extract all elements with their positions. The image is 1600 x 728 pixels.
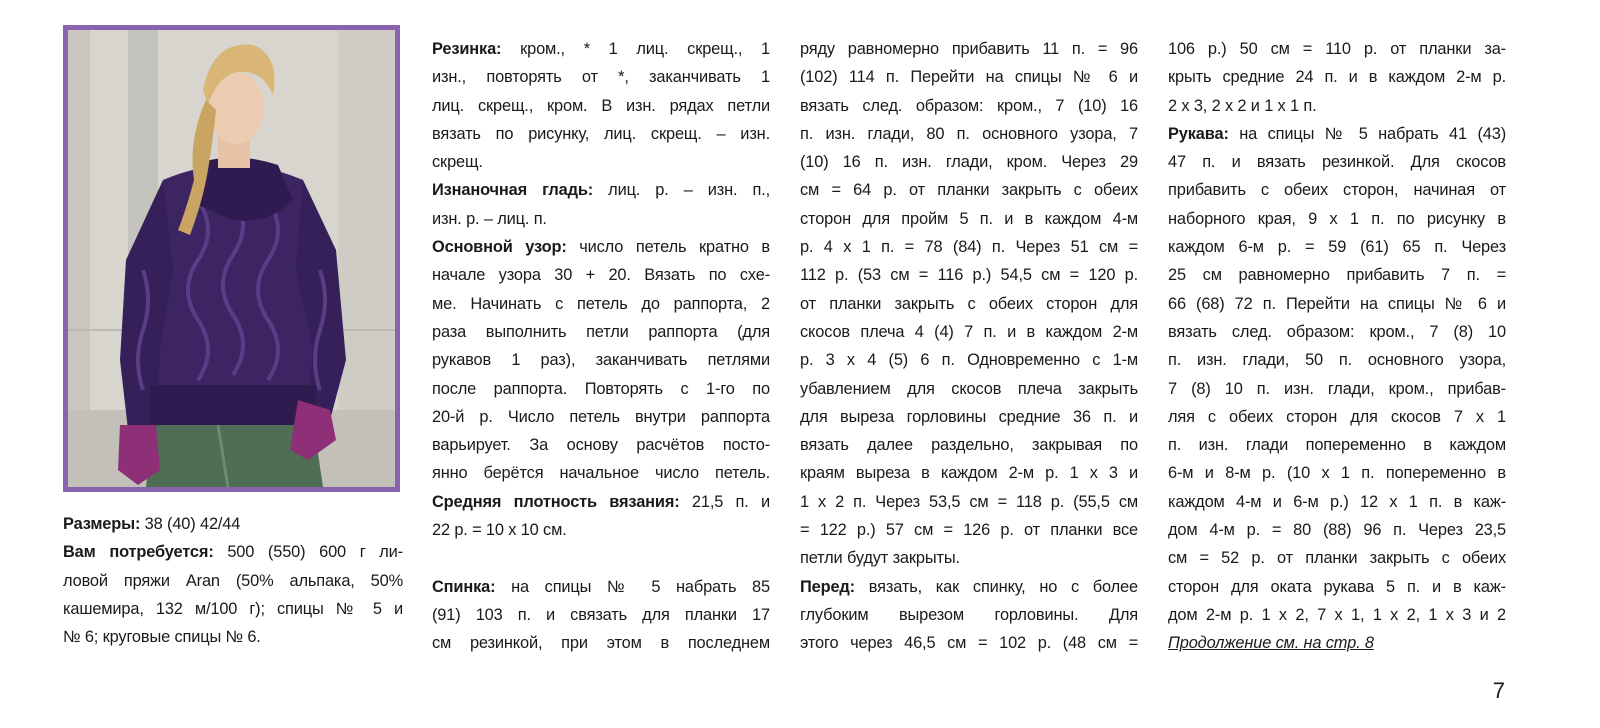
line-text: п. изн. глади, 50 п. основного узора, <box>1168 351 1506 370</box>
text-line <box>800 261 1138 289</box>
text-line <box>432 375 770 403</box>
paragraph-gap <box>432 544 770 572</box>
line-text: каждом 4-м и 6-м р.) 12 х 1 п. в каж- <box>1168 492 1506 511</box>
line-text: дом 2-м р. 1 х 2, 7 х 1, 1 х 2, 1 х 3 и 2 <box>1168 605 1506 624</box>
line-text: на спицы № 5 набрать 85 <box>495 577 770 596</box>
text-line <box>800 120 1138 148</box>
line-text: начале узора 30 + 20. Вязать по схе- <box>432 266 770 285</box>
text-line <box>800 290 1138 318</box>
text-line <box>800 544 1138 572</box>
line-text: число петель кратно в <box>566 238 770 257</box>
model-photo <box>63 25 400 492</box>
line-text: скосов плеча 4 (4) 7 п. и в каждом 2-м <box>800 322 1138 341</box>
text-line <box>800 573 1138 601</box>
text-line <box>432 403 770 431</box>
column-3 <box>800 35 1138 658</box>
line-text: 1 х 2 п. Через 53,5 см = 118 р. (55,5 см <box>800 492 1138 511</box>
line-text: петли будут закрыты. <box>800 549 960 568</box>
text-line <box>800 205 1138 233</box>
continue-line <box>1168 629 1506 657</box>
line-text: варьирует. За основу расчётов посто- <box>432 436 770 455</box>
line-text: этого через 46,5 см = 102 р. (48 см = <box>800 634 1138 653</box>
line-text: дом 4-м р. = 80 (88) 96 п. Через 23,5 <box>1168 521 1506 540</box>
text-line <box>432 63 770 91</box>
line-text: ряду равномерно прибавить 11 п. = 96 <box>800 40 1138 58</box>
section-label: Вам потребуется: <box>63 543 214 562</box>
text-line <box>432 431 770 459</box>
line-text: 6-м и 8-м р. (10 х 1 п. попеременно в <box>1168 464 1506 483</box>
text-line <box>800 233 1138 261</box>
line-text: изн. р. – лиц. п. <box>432 209 547 228</box>
section-label: Резинка: <box>432 40 502 58</box>
text-line <box>800 375 1138 403</box>
text-line <box>1168 573 1506 601</box>
line-text: п. изн. глади попеременно в каждом <box>1168 436 1506 455</box>
text-line <box>1168 148 1506 176</box>
column-1 <box>63 510 403 651</box>
line-text: 38 (40) 42/44 <box>140 515 241 533</box>
line-text: крыть средние 24 п. и в каждом 2-м р. <box>1168 68 1506 87</box>
line-text: ме. Начинать с петель до раппорта, 2 <box>432 294 770 313</box>
line-text: сторон для пройм 5 п. и в каждом 4-м <box>800 209 1138 228</box>
line-text: лиц. скрещ., кром. В изн. рядах петли <box>432 96 770 115</box>
text-line <box>1168 233 1506 261</box>
line-text: вязать далее раздельно, закрывая по <box>800 436 1138 455</box>
photo-illustration <box>68 30 395 487</box>
column-4 <box>1168 35 1506 658</box>
line-text: убавлением для скосов плеча закрыть <box>800 379 1138 398</box>
text-line <box>432 261 770 289</box>
line-text: на спицы № 5 набрать 41 (43) <box>1228 124 1506 143</box>
line-text: 2 х 3, 2 х 2 и 1 х 1 п. <box>1168 96 1317 115</box>
line-text: 66 (68) 72 п. Перейти на спицы № 6 и <box>1168 294 1506 313</box>
line-text: сторон для оката рукава 5 п. и в каж- <box>1168 577 1506 596</box>
column-2 <box>432 35 770 658</box>
text-line <box>800 318 1138 346</box>
text-line <box>800 459 1138 487</box>
line-text: ляя с обеих сторон для скосов 7 х 1 <box>1168 407 1506 426</box>
line-text: п. изн. глади, 80 п. основного узора, 7 <box>800 124 1138 143</box>
text-line <box>1168 544 1506 572</box>
text-line <box>800 148 1138 176</box>
text-line <box>63 538 403 566</box>
text-line <box>432 346 770 374</box>
text-line <box>432 148 770 176</box>
text-line <box>432 573 770 601</box>
text-line <box>800 488 1138 516</box>
line-text: (10) 16 п. изн. глади, кром. Через 29 <box>800 153 1138 172</box>
text-line <box>1168 205 1506 233</box>
text-line <box>800 63 1138 91</box>
line-text: 112 р. (53 см = 116 р.) 54,5 см = 120 р. <box>800 266 1138 285</box>
text-line <box>432 233 770 261</box>
line-text: (102) 114 п. Перейти на спицы № 6 и <box>800 68 1138 87</box>
text-line <box>432 120 770 148</box>
text-line <box>432 35 770 63</box>
line-text: р. 3 х 4 (5) 6 п. Одновременно с 1-м <box>800 351 1138 370</box>
text-line <box>1168 261 1506 289</box>
text-line <box>1168 601 1506 629</box>
line-text: скрещ. <box>432 153 483 172</box>
text-line <box>432 92 770 120</box>
line-text: кашемира, 132 м/100 г); спицы № 5 и <box>63 599 403 618</box>
text-line <box>800 346 1138 374</box>
line-text: 47 п. и вязать резинкой. Для скосов <box>1168 153 1506 172</box>
line-text: (91) 103 п. и связать для планки 17 <box>432 605 770 624</box>
line-text: = 122 р.) 57 см = 126 р. от планки все <box>800 521 1138 540</box>
line-text: см = 52 р. от планки закрыть с обеих <box>1168 549 1506 568</box>
line-text: янно берётся начальное число петель. <box>432 464 770 483</box>
text-line <box>1168 120 1506 148</box>
text-line <box>1168 459 1506 487</box>
line-text: наборного края, 9 х 1 п. по рисунку в <box>1168 209 1506 228</box>
section-label: Рукава: <box>1168 124 1229 143</box>
line-text: глубоким вырезом горловины. Для <box>800 605 1138 624</box>
text-line <box>432 318 770 346</box>
text-line <box>1168 176 1506 204</box>
line-text: № 6; круговые спицы № 6. <box>63 628 261 647</box>
line-text: для выреза горловины средние 36 п. и <box>800 407 1138 426</box>
text-line <box>63 623 403 651</box>
text-line <box>432 176 770 204</box>
line-text: от планки закрыть с обеих сторон для <box>800 294 1138 313</box>
line-text: вязать след. образом: кром., 7 (8) 10 <box>1168 322 1506 341</box>
text-line <box>1168 431 1506 459</box>
line-text: краям выреза в каждом 2-м р. 1 х 3 и <box>800 464 1138 483</box>
text-line <box>1168 488 1506 516</box>
text-line <box>1168 63 1506 91</box>
text-line <box>800 601 1138 629</box>
text-line <box>1168 290 1506 318</box>
line-text: раза выполнить петли раппорта (для <box>432 322 770 341</box>
section-label: Основной узор: <box>432 238 567 257</box>
text-line <box>432 629 770 657</box>
text-line <box>800 403 1138 431</box>
text-line <box>1168 375 1506 403</box>
line-text: 500 (550) 600 г ли- <box>213 543 403 562</box>
section-label: Спинка: <box>432 577 496 596</box>
line-text: кром., * 1 лиц. скрещ., 1 <box>501 40 770 58</box>
text-line <box>1168 346 1506 374</box>
line-text: 21,5 п. и <box>679 492 771 511</box>
text-line <box>1168 92 1506 120</box>
line-text: вязать по рисунку, лиц. скрещ. – изн. <box>432 124 770 143</box>
section-label: Перед: <box>800 577 855 596</box>
text-line <box>432 601 770 629</box>
line-text: каждом 6-м р. = 59 (61) 65 п. Через <box>1168 238 1506 257</box>
line-text: лиц. р. – изн. п., <box>593 181 770 200</box>
text-line <box>432 459 770 487</box>
continue-link[interactable]: Продолжение см. на стр. 8 <box>1168 634 1374 653</box>
line-text: см резинкой, при этом в последнем <box>432 634 770 653</box>
text-line <box>800 176 1138 204</box>
line-text: после раппорта. Повторять с 1-го по <box>432 379 770 398</box>
section-label: Изнаночная гладь: <box>432 181 594 200</box>
text-line <box>432 290 770 318</box>
line-text: 22 р. = 10 х 10 см. <box>432 521 567 540</box>
line-text: см = 64 р. от планки закрыть с обеих <box>800 181 1138 200</box>
section-label: Средняя плотность вязания: <box>432 492 680 511</box>
line-text: 20-й р. Число петель внутри раппорта <box>432 407 770 426</box>
section-label: Размеры: <box>63 515 141 533</box>
text-line <box>800 629 1138 657</box>
text-line <box>800 35 1138 63</box>
text-line <box>63 510 403 538</box>
text-line <box>63 595 403 623</box>
line-text: вязать след. образом: кром., 7 (10) 16 <box>800 96 1138 115</box>
text-line <box>63 567 403 595</box>
line-text: р. 4 х 1 п. = 78 (84) п. Через 51 см = <box>800 238 1138 257</box>
line-text: вязать, как спинку, но с более <box>855 577 1138 596</box>
text-line <box>432 488 770 516</box>
text-line <box>800 92 1138 120</box>
line-text: 7 (8) 10 п. изн. глади, кром., прибав- <box>1168 379 1506 398</box>
text-line <box>1168 403 1506 431</box>
sweater-rib-hem <box>150 385 316 425</box>
text-line <box>1168 516 1506 544</box>
page-number: 7 <box>1492 678 1505 703</box>
text-line <box>1168 318 1506 346</box>
line-text: изн., повторять от *, заканчивать 1 <box>432 68 770 87</box>
line-text: рукавов 1 раз), заканчивать петлями <box>432 351 770 370</box>
text-line <box>800 431 1138 459</box>
text-line <box>800 516 1138 544</box>
text-line <box>432 205 770 233</box>
text-line <box>1168 35 1506 63</box>
text-line <box>432 516 770 544</box>
line-text: 106 р.) 50 см = 110 р. от планки за- <box>1168 40 1506 58</box>
line-text: ловой пряжи Aran (50% альпака, 50% <box>63 571 403 590</box>
line-text: прибавить с обеих сторон, начиная от <box>1168 181 1506 200</box>
line-text: 25 см равномерно прибавить 7 п. = <box>1168 266 1506 285</box>
